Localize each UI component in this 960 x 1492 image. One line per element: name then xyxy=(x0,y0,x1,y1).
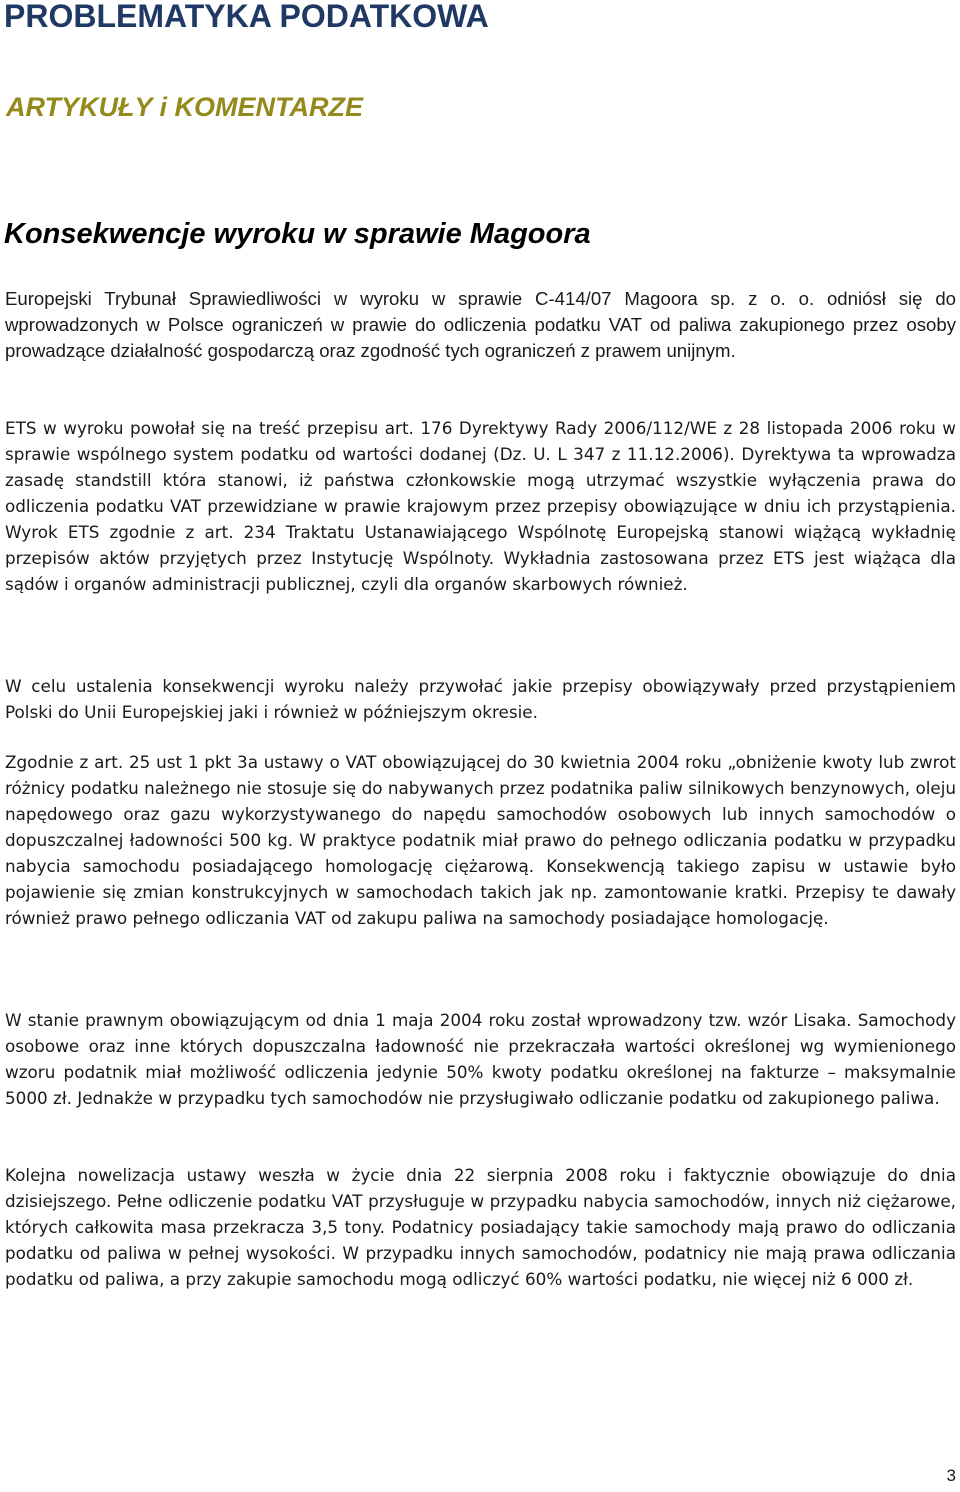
page-number: 3 xyxy=(946,1466,956,1485)
paragraph-2008-amendment: Kolejna nowelizacja ustawy weszła w życie dnia 22 sierpnia 2008 roku i faktycznie obowiązuje do dnia dzisiejszego. Pełne odliczenie podatku VAT przysługuje w przypadku nabycia samochodów, innych niż ciężarowe, których całkowita masa przekracza 3,5 tony. Podatnicy posiadający takie samochody mają prawo do odliczania podatku od paliwa w pełnej wysokości. W przypadku innych samochodów, podatnicy nie mają prawa odliczania podatku od paliwa, a przy zakupie samochodu mogą odliczyć 60% wartości podatku, nie więcej niż 6 000 zł. xyxy=(5,1165,956,1289)
paragraph-pre-2004-rules: Zgodnie z art. 25 ust 1 pkt 3a ustawy o VAT obowiązującej do 30 kwietnia 2004 roku „obniżenie kwoty lub zwrot różnicy podatku należnego nie stosuje się do nabywanych przez podatnika paliw silnikowych benzynowych, oleju napędowego oraz gazu wykorzystywanego do napędu samochodów osobowych lub innych samochodów o dopuszczalnej ładowności 500 kg. W praktyce podatnik miał prawo do pełnego odliczania podatku w przypadku nabycia samochodu posiadającego homologację ciężarową. Konsekwencją takiego zapisu w ustawie było pojawienie się zmian konstrukcyjnych w samochodach takich jak np. zamontowanie kratki. Przepisy te dawały również prawo pełnego odliczania VAT od zakupu paliwa na samochody posiadające homologację. xyxy=(5,752,956,928)
paragraph-legal-context: W celu ustalenia konsekwencji wyroku należy przywołać jakie przepisy obowiązywały przed przystąpieniem Polski do Unii Europejskiej jaki i również w późniejszym okresie. xyxy=(5,676,956,722)
paragraph-ets-ruling: ETS w wyroku powołał się na treść przepisu art. 176 Dyrektywy Rady 2006/112/WE z 28 listopada 2006 roku w sprawie wspólnego system podatku od wartości dodanej (Dz. U. L 347 z 11.12.2006). Dyrektywa ta wprowadza zasadę standstill która stanowi, iż państwa członkowskie mogą utrzymać wszystkie wyłączenia prawa do odliczenia podatku VAT przewidziane w prawie krajowym przez przepisy obowiązujące w dniu ich przystąpienia. Wyrok ETS zgodnie z art. 234 Traktatu Ustanawiającego Wspólnotę Europejską stanowi wiążącą wykładnię przepisów aktów przyjętych przez Instytucję Wspólnoty. Wykładnia zastosowana przez ETS jest wiążąca dla sądów i organów administracji publicznej, czyli dla organów skarbowych również. xyxy=(5,418,956,594)
category-heading: ARTYKUŁY i KOMENTARZE xyxy=(6,92,364,122)
paragraph-intro: Europejski Trybunał Sprawiedliwości w wyroku w sprawie C-414/07 Magoora sp. z o. o. odniósł się do wprowadzonych w Polsce ograniczeń w prawie do odliczenia podatku VAT od paliwa zakupionego przez osoby prowadzące działalność gospodarczą oraz zgodność tych ograniczeń z prawem unijnym. xyxy=(5,288,956,361)
section-title: PROBLEMATYKA PODATKOWA xyxy=(4,0,489,34)
article-title: Konsekwencje wyroku w sprawie Magoora xyxy=(4,218,591,250)
paragraph-lisak-formula: W stanie prawnym obowiązującym od dnia 1 maja 2004 roku został wprowadzony tzw. wzór Lisaka. Samochody osobowe oraz inne których dopuszczalna ładowność nie przekraczała wartości określonej wg wymienionego wzoru podatnik miał możliwość odliczenia jedynie 50% kwoty podatku określonej na fakturze – maksymalnie 5000 zł. Jednakże w przypadku tych samochodów nie przysługiwało odliczanie podatku od zakupionego paliwa. xyxy=(5,1010,956,1108)
